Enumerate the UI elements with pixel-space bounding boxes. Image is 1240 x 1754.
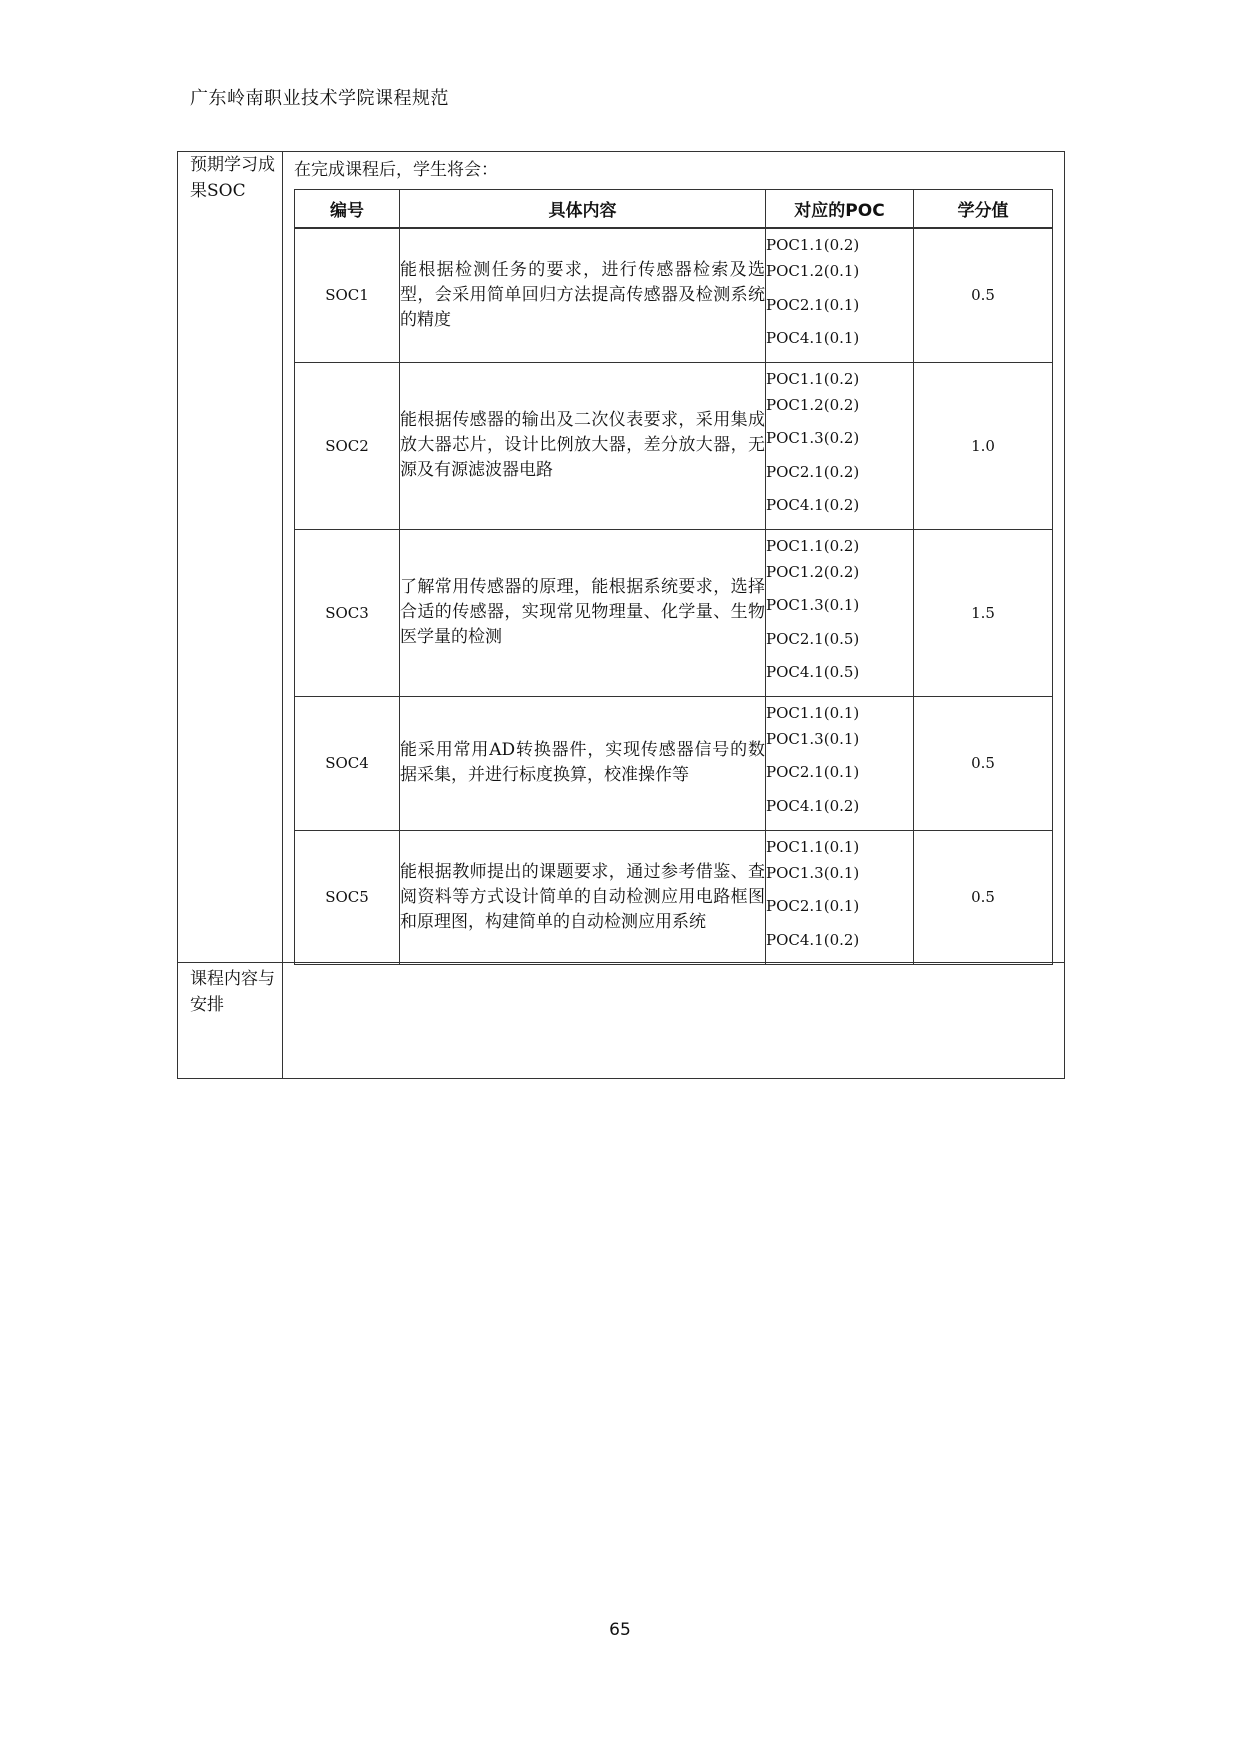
column-divider <box>282 152 283 1078</box>
credit-value: 0.5 <box>914 830 1053 964</box>
poc-item: POC4.1(0.1) <box>766 328 860 347</box>
poc-item: POC1.3(0.1) <box>766 863 860 882</box>
document-header: 广东岭南职业技术学院课程规范 <box>190 88 449 109</box>
table-row <box>295 362 1053 529</box>
col-header-content: 具体内容 <box>400 190 766 229</box>
poc-item: POC2.1(0.1) <box>766 295 860 314</box>
soc-section-label: 预期学习成果SOC <box>190 155 275 201</box>
soc-table <box>294 189 1053 965</box>
col-header-poc: 对应的POC <box>766 190 914 229</box>
poc-list <box>766 228 914 362</box>
credit-value: 1.0 <box>914 362 1053 529</box>
poc-list <box>766 830 914 964</box>
soc-table-header <box>295 190 1053 229</box>
poc-list <box>766 362 914 529</box>
poc-item: POC1.1(0.1) <box>766 703 860 722</box>
soc-content: 能采用常用AD转换器件，实现传感器信号的数据采集，并进行标度换算，校准操作等 <box>400 696 766 830</box>
credit-value: 0.5 <box>914 228 1053 362</box>
col-header-credit: 学分值 <box>914 190 1053 229</box>
poc-item: POC2.1(0.1) <box>766 763 860 782</box>
poc-item: POC1.2(0.1) <box>766 262 860 281</box>
poc-item: POC4.1(0.2) <box>766 495 860 514</box>
credit-value: 1.5 <box>914 529 1053 696</box>
poc-item: POC1.1(0.2) <box>766 536 860 555</box>
soc-content: 能根据传感器的输出及二次仪表要求，采用集成放大器芯片，设计比例放大器，差分放大器，无源及有源滤波器电路 <box>400 362 766 529</box>
poc-item: POC2.1(0.5) <box>766 629 860 648</box>
poc-item: POC2.1(0.1) <box>766 897 860 916</box>
poc-item: POC4.1(0.2) <box>766 930 860 949</box>
poc-list <box>766 529 914 696</box>
col-header-id: 编号 <box>295 190 400 229</box>
soc-id: SOC3 <box>295 529 400 696</box>
soc-content: 了解常用传感器的原理，能根据系统要求，选择合适的传感器，实现常见物理量、化学量、生物医学量的检测 <box>400 529 766 696</box>
table-row <box>295 696 1053 830</box>
credit-value: 0.5 <box>914 696 1053 830</box>
poc-item: POC1.2(0.2) <box>766 395 860 414</box>
soc-content: 能根据检测任务的要求，进行传感器检索及选型，会采用简单回归方法提高传感器及检测系统的精度 <box>400 228 766 362</box>
soc-id: SOC5 <box>295 830 400 964</box>
content-section-label: 课程内容与安排 <box>190 969 275 1015</box>
soc-id: SOC1 <box>295 228 400 362</box>
poc-item: POC1.1(0.2) <box>766 236 860 255</box>
poc-item: POC2.1(0.2) <box>766 462 860 481</box>
poc-item: POC4.1(0.5) <box>766 662 860 681</box>
table-row <box>295 228 1053 362</box>
poc-item: POC1.3(0.2) <box>766 429 860 448</box>
poc-item: POC1.1(0.1) <box>766 837 860 856</box>
poc-item: POC4.1(0.2) <box>766 796 860 815</box>
table-row <box>295 830 1053 964</box>
poc-item: POC1.3(0.1) <box>766 729 860 748</box>
poc-list <box>766 696 914 830</box>
intro-text: 在完成课程后，学生将会： <box>294 160 498 180</box>
soc-id: SOC4 <box>295 696 400 830</box>
soc-content: 能根据教师提出的课题要求，通过参考借鉴、查阅资料等方式设计简单的自动检测应用电路框图和原理图，构建简单的自动检测应用系统 <box>400 830 766 964</box>
poc-item: POC1.2(0.2) <box>766 562 860 581</box>
page-number: 65 <box>609 1620 631 1640</box>
course-spec-table <box>177 151 1065 1079</box>
poc-item: POC1.3(0.1) <box>766 596 860 615</box>
poc-item: POC1.1(0.2) <box>766 369 860 388</box>
table-row <box>295 529 1053 696</box>
soc-id: SOC2 <box>295 362 400 529</box>
